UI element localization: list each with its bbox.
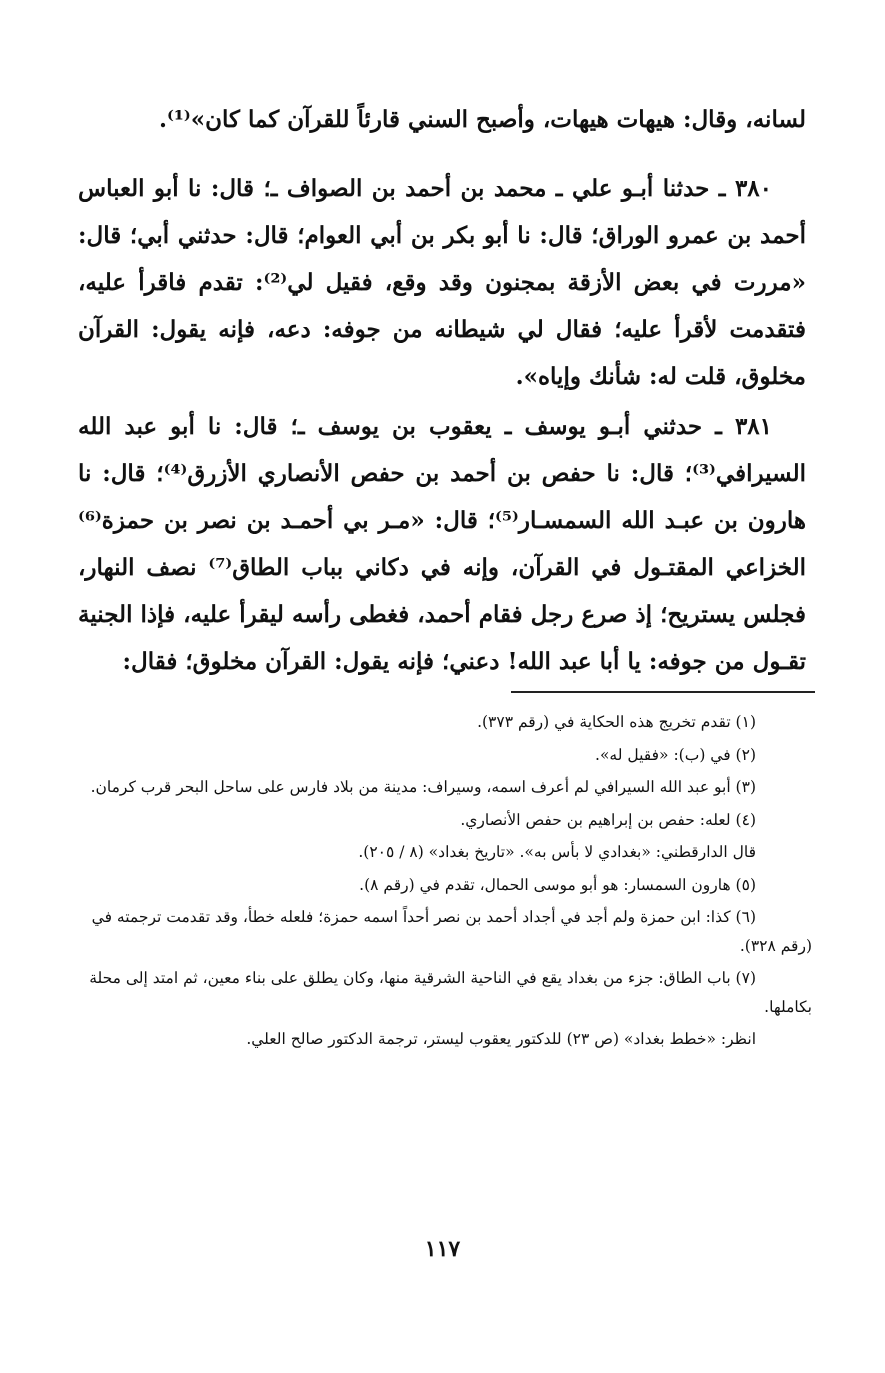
body-paragraph-continuation: لسانه، وقال: هيهات هيهات، وأصبح السني قارئاً للقرآن كما كان»⁽¹⁾. [158, 106, 806, 133]
footnote-4-continuation: قال الدارقطني: «بغدادي لا بأس به». «تاريخ بغداد» (٨ / ٢٠٥). [358, 843, 756, 861]
footnote-7-reference: انظر: «خطط بغداد» (ص ٢٣) للدكتور يعقوب ليستر، ترجمة الدكتور صالح العلي. [246, 1030, 756, 1048]
footnote-3: (٣) أبو عبد الله السيرافي لم أعرف اسمه، وسيراف: مدينة من بلاد فارس على ساحل البحر قرب كرمان. [90, 778, 756, 796]
footnote-1: (١) تقدم تخريج هذه الحكاية في (رقم ٣٧٣). [477, 713, 756, 731]
footnote-6: (٦) كذا: ابن حمزة ولم أجد في أجداد أحمد بن نصر أحداً اسمه حمزة؛ فلعله خطأ، وقد تقدمت ترجمته في (رقم ٣٢٨). [91, 908, 812, 955]
body-paragraph-381: ٣٨١ ـ حدثني أبـو يوسف ـ يعقوب بن يوسف ـ؛ قال: نا أبو عبد الله السيرافي⁽³⁾؛ قال: نا حفص بن أحمد بن حفص الأنصاري الأزرق⁽⁴⁾؛ قال: نا هارون بن عبـد الله السمسـار⁽⁵⁾؛ قال: «مـر بي أحمـد بن نصر بن حمزة⁽⁶⁾ الخزاعي المقتـول في القرآن، وإنه في دكاني بباب الطاق⁽⁷⁾ نصف النهار، فجلس يستريح؛ إذ صرع رجل فقام أحمد، فغطى رأسه ليقرأ عليه، فإذا الجنية تقـول من جوفه: يا أبا عبد الله! دعني؛ فإنه يقول: القرآن مخلوق؛ فقال: [78, 413, 807, 675]
footnote-2: (٢) في (ب): «فقيل له». [595, 745, 756, 764]
footnotes-section [84, 708, 812, 1058]
body-paragraph-380: ٣٨٠ ـ حدثنا أبـو علي ـ محمد بن أحمد بن الصواف ـ؛ قال: نا أبو العباس أحمد بن عمرو الوراق؛ قال: نا أبو بكر بن أبي العوام؛ قال: حدثني أبي؛ قال: «مررت في بعض الأزقة بمجنون وقد وقع، فقيل لي⁽²⁾: تقدم فاقرأ عليه، فتقدمت لأقرأ عليه؛ فقال لي شيطانه من جوفه: دعه، فإنه يقول: القرآن مخلوق، قلت له: شأنك وإياه». [78, 175, 806, 390]
footnote-divider [511, 691, 815, 693]
footnote-5: (٥) هارون السمسار: هو أبو موسى الحمال، تقدم في (رقم ٨). [359, 875, 756, 894]
page-number: ١١٧ [424, 1236, 461, 1262]
footnote-7: (٧) باب الطاق: جزء من بغداد يقع في الناحية الشرقية منها، وكان يطلق على بناء معين، ثم امتد إلى محلة بكاملها. [89, 969, 812, 1016]
footnote-4: (٤) لعله: حفص بن إبراهيم بن حفص الأنصاري. [460, 810, 756, 829]
